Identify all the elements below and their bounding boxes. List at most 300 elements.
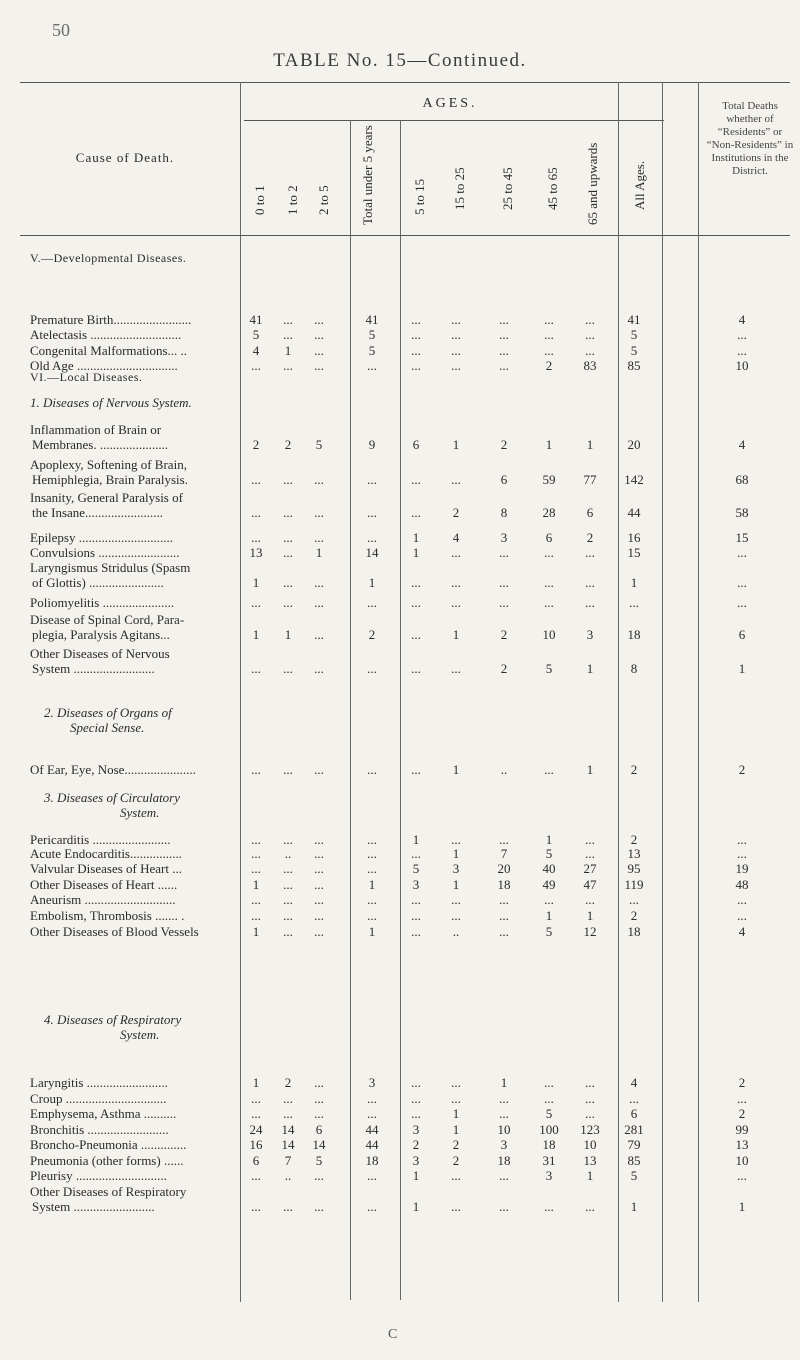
table-cell: 77 xyxy=(583,472,597,487)
table-cell: 1 xyxy=(412,545,420,560)
row-label: Broncho-Pneumonia .............. xyxy=(30,1137,187,1152)
table-cell: ... xyxy=(283,358,293,373)
table-cell: 4 xyxy=(252,343,260,358)
table-cell: ... xyxy=(283,505,293,520)
table-cell: ... xyxy=(283,575,293,590)
table-cell: 95 xyxy=(627,861,641,876)
table-cell: 58 xyxy=(735,505,749,520)
table-cell: ... xyxy=(314,908,324,923)
table-cell: ... xyxy=(499,545,509,560)
table-cell: 20 xyxy=(627,437,641,452)
table-cell: ... xyxy=(499,327,509,342)
table-cell: ... xyxy=(283,861,293,876)
table-cell: 2 xyxy=(630,832,638,847)
table-cell: 3 xyxy=(368,1075,376,1090)
table-cell: ... xyxy=(737,595,747,610)
table-cell: 59 xyxy=(542,472,556,487)
table-cell: ... xyxy=(314,327,324,342)
table-cell: ... xyxy=(367,1106,377,1121)
table-cell: ... xyxy=(367,762,377,777)
row-label: Pericarditis ........................ xyxy=(30,832,171,847)
table-cell: 4 xyxy=(630,1075,638,1090)
table-cell: 1 xyxy=(738,661,746,676)
ages-underline xyxy=(244,120,664,121)
table-cell: ... xyxy=(251,595,261,610)
table-cell: 68 xyxy=(735,472,749,487)
table-cell: ... xyxy=(314,1168,324,1183)
column-rule xyxy=(698,82,699,1302)
table-cell: 2 xyxy=(452,1153,460,1168)
table-cell: 4 xyxy=(738,924,746,939)
table-cell: ... xyxy=(451,1075,461,1090)
subsection-title: 4. Diseases of Respiratory xyxy=(44,1012,182,1027)
table-cell: ... xyxy=(367,832,377,847)
row-label: Bronchitis ......................... xyxy=(30,1122,169,1137)
table-cell: 10 xyxy=(735,1153,749,1168)
table-cell: 18 xyxy=(365,1153,379,1168)
table-cell: 1 xyxy=(452,1122,460,1137)
table-cell: ... xyxy=(544,892,554,907)
table-cell: 18 xyxy=(542,1137,556,1152)
table-cell: ... xyxy=(314,575,324,590)
row-label: System ......................... xyxy=(32,1199,155,1214)
row-label: Valvular Diseases of Heart ... xyxy=(30,861,182,876)
table-cell: ... xyxy=(451,343,461,358)
table-cell: 85 xyxy=(627,358,641,373)
table-cell: ... xyxy=(499,1106,509,1121)
table-cell: 1 xyxy=(252,575,260,590)
table-cell: 1 xyxy=(368,575,376,590)
table-cell: 8 xyxy=(630,661,638,676)
table-cell: ... xyxy=(585,846,595,861)
table-cell: 44 xyxy=(365,1137,379,1152)
table-cell: 5 xyxy=(545,846,553,861)
table-cell: 5 xyxy=(315,1153,323,1168)
table-cell: 5 xyxy=(630,1168,638,1183)
table-cell: 1 xyxy=(368,877,376,892)
row-label: Old Age ............................... xyxy=(30,358,178,373)
table-cell: 1 xyxy=(545,832,553,847)
row-label: Pleurisy ............................ xyxy=(30,1168,167,1183)
table-cell: ... xyxy=(314,832,324,847)
row-label: Disease of Spinal Cord, Para- xyxy=(30,612,185,627)
table-cell: ... xyxy=(251,846,261,861)
table-cell: ... xyxy=(283,1091,293,1106)
table-cell: 40 xyxy=(542,861,556,876)
row-label: Emphysema, Asthma .......... xyxy=(30,1106,177,1121)
col-header-65-upwards: 65 and upwards xyxy=(585,142,600,225)
table-cell: ... xyxy=(499,832,509,847)
table-cell: ... xyxy=(737,575,747,590)
table-cell: ... xyxy=(411,908,421,923)
table-cell: ... xyxy=(283,327,293,342)
column-rule xyxy=(662,82,663,1302)
table-cell: ... xyxy=(585,312,595,327)
table-cell: 100 xyxy=(539,1122,559,1137)
table-cell: 44 xyxy=(365,1122,379,1137)
section-title: V.—Developmental Diseases. xyxy=(30,251,187,265)
table-cell: 1 xyxy=(452,1106,460,1121)
table-cell: 2 xyxy=(630,908,638,923)
table-cell: ... xyxy=(411,575,421,590)
row-label: Laryngismus Stridulus (Spasm xyxy=(30,560,191,575)
table-cell: ... xyxy=(411,892,421,907)
table-cell: 3 xyxy=(586,627,594,642)
table-cell: ... xyxy=(629,1091,639,1106)
table-cell: .. xyxy=(284,846,292,861)
table-cell: 14 xyxy=(365,545,379,560)
table-cell: 48 xyxy=(735,877,749,892)
table-cell: ... xyxy=(585,595,595,610)
table-cell: ... xyxy=(283,832,293,847)
table-cell: ... xyxy=(544,595,554,610)
table-cell: 15 xyxy=(627,545,641,560)
table-cell: ... xyxy=(367,861,377,876)
table-cell: ... xyxy=(314,627,324,642)
table-cell: 99 xyxy=(735,1122,749,1137)
table-cell: 8 xyxy=(500,505,508,520)
table-cell: ... xyxy=(367,1091,377,1106)
table-cell: 2 xyxy=(284,437,292,452)
table-cell: ... xyxy=(585,1091,595,1106)
table-cell: ... xyxy=(737,846,747,861)
table-cell: ... xyxy=(451,575,461,590)
table-cell: ... xyxy=(585,832,595,847)
table-cell: 1 xyxy=(284,343,292,358)
table-cell: 13 xyxy=(249,545,263,560)
table-cell: ... xyxy=(314,661,324,676)
table-cell: 9 xyxy=(368,437,376,452)
table-cell: ... xyxy=(314,877,324,892)
table-cell: ... xyxy=(499,343,509,358)
table-cell: ... xyxy=(283,545,293,560)
table-cell: ... xyxy=(367,530,377,545)
table-cell: ... xyxy=(585,545,595,560)
table-cell: ... xyxy=(411,661,421,676)
table-cell: ... xyxy=(251,832,261,847)
row-label: the Insane........................ xyxy=(32,505,164,520)
table-cell: 1 xyxy=(545,437,553,452)
table-cell: ... xyxy=(585,575,595,590)
table-cell: 13 xyxy=(583,1153,597,1168)
table-cell: ... xyxy=(367,892,377,907)
table-cell: 5 xyxy=(545,661,553,676)
table-cell: ... xyxy=(411,327,421,342)
table-cell: ... xyxy=(251,358,261,373)
table-cell: 20 xyxy=(497,861,511,876)
table-cell: ... xyxy=(251,661,261,676)
table-cell: 3 xyxy=(412,1122,420,1137)
table-cell: 1 xyxy=(452,762,460,777)
table-cell: ... xyxy=(499,358,509,373)
table-cell: ... xyxy=(544,327,554,342)
row-label: Laryngitis ......................... xyxy=(30,1075,168,1090)
table-cell: 2 xyxy=(738,762,746,777)
row-label: Epilepsy ............................. xyxy=(30,530,173,545)
table-cell: ... xyxy=(629,595,639,610)
row-label: Pneumonia (other forms) ...... xyxy=(30,1153,184,1168)
table-cell: ... xyxy=(367,908,377,923)
table-cell: 5 xyxy=(545,924,553,939)
table-cell: ... xyxy=(585,327,595,342)
row-label: Of Ear, Eye, Nose...................... xyxy=(30,762,196,777)
col-header-1-2: 1 to 2 xyxy=(285,185,300,215)
table-cell: 3 xyxy=(452,861,460,876)
table-cell: .. xyxy=(452,924,460,939)
table-cell: 1 xyxy=(412,530,420,545)
table-cell: ... xyxy=(367,1199,377,1214)
table-cell: ... xyxy=(411,627,421,642)
table-cell: 4 xyxy=(738,437,746,452)
subsection-title: 3. Diseases of Circulatory xyxy=(44,790,181,805)
row-label: Apoplexy, Softening of Brain, xyxy=(30,457,187,472)
table-cell: ... xyxy=(251,1091,261,1106)
table-cell: ... xyxy=(367,661,377,676)
table-cell: 2 xyxy=(252,437,260,452)
header-bottom-rule xyxy=(20,235,790,236)
table-cell: ... xyxy=(451,472,461,487)
table-cell: ... xyxy=(499,575,509,590)
table-cell: ... xyxy=(737,1168,747,1183)
table-cell: 281 xyxy=(624,1122,644,1137)
table-cell: 2 xyxy=(368,627,376,642)
row-label: plegia, Paralysis Agitans... xyxy=(32,627,170,642)
row-label: Premature Birth........................ xyxy=(30,312,192,327)
table-cell: 2 xyxy=(452,1137,460,1152)
table-cell: ... xyxy=(451,661,461,676)
col-header-25-45: 25 to 45 xyxy=(500,167,515,210)
table-cell: 1 xyxy=(586,762,594,777)
table-cell: ... xyxy=(411,343,421,358)
table-cell: ... xyxy=(314,343,324,358)
col-header-all-ages: All Ages. xyxy=(632,160,647,210)
table-cell: ... xyxy=(451,1199,461,1214)
table-cell: 2 xyxy=(284,1075,292,1090)
table-cell: ... xyxy=(544,545,554,560)
table-cell: 1 xyxy=(315,545,323,560)
table-cell: ... xyxy=(411,595,421,610)
table-cell: ... xyxy=(499,1199,509,1214)
table-cell: ... xyxy=(314,1199,324,1214)
table-cell: ... xyxy=(737,545,747,560)
table-cell: ... xyxy=(451,358,461,373)
col-header-15-25: 15 to 25 xyxy=(452,167,467,210)
table-cell: 5 xyxy=(412,861,420,876)
table-cell: 7 xyxy=(284,1153,292,1168)
table-cell: ... xyxy=(283,661,293,676)
table-cell: 2 xyxy=(412,1137,420,1152)
table-cell: ... xyxy=(585,1106,595,1121)
table-cell: 6 xyxy=(412,437,420,452)
table-title: TABLE No. 15—Continued. xyxy=(273,50,527,71)
table-cell: 15 xyxy=(735,530,749,545)
row-label: Croup ............................... xyxy=(30,1091,167,1106)
table-cell: 4 xyxy=(738,312,746,327)
col-header-45-65: 45 to 65 xyxy=(545,167,560,210)
row-label: Insanity, General Paralysis of xyxy=(30,490,183,505)
table-cell: ... xyxy=(499,1091,509,1106)
table-cell: 24 xyxy=(249,1122,263,1137)
col-header-total-under-5: Total under 5 years xyxy=(360,125,375,225)
table-cell: 1 xyxy=(412,1199,420,1214)
table-cell: 3 xyxy=(412,877,420,892)
table-cell: ... xyxy=(411,312,421,327)
table-cell: ... xyxy=(251,472,261,487)
table-cell: ... xyxy=(283,1199,293,1214)
table-cell: ... xyxy=(585,1075,595,1090)
table-cell: ... xyxy=(314,924,324,939)
table-cell: ... xyxy=(283,530,293,545)
col-header-2-5: 2 to 5 xyxy=(316,185,331,215)
subsection-title: 2. Diseases of Organs of xyxy=(44,705,172,720)
table-cell: ... xyxy=(544,762,554,777)
row-label: System ......................... xyxy=(32,661,155,676)
table-cell: ... xyxy=(737,1091,747,1106)
table-cell: 5 xyxy=(252,327,260,342)
table-cell: 123 xyxy=(580,1122,600,1137)
table-cell: 14 xyxy=(281,1137,295,1152)
row-label: Other Diseases of Blood Vessels xyxy=(30,924,199,939)
table-cell: 1 xyxy=(252,877,260,892)
table-cell: ... xyxy=(411,1075,421,1090)
table-cell: 2 xyxy=(500,437,508,452)
table-cell: ... xyxy=(451,545,461,560)
table-cell: 1 xyxy=(452,437,460,452)
table-cell: 1 xyxy=(284,627,292,642)
table-cell: ... xyxy=(283,908,293,923)
table-cell: ... xyxy=(314,861,324,876)
table-cell: ... xyxy=(737,327,747,342)
row-label: Convulsions ......................... xyxy=(30,545,180,560)
table-cell: ... xyxy=(314,312,324,327)
table-cell: ... xyxy=(314,530,324,545)
table-cell: 3 xyxy=(545,1168,553,1183)
table-cell: 31 xyxy=(542,1153,556,1168)
table-cell: 10 xyxy=(735,358,749,373)
row-label: Other Diseases of Respiratory xyxy=(30,1184,187,1199)
table-cell: 18 xyxy=(627,924,641,939)
table-cell: ... xyxy=(737,343,747,358)
col-header-0-1: 0 to 1 xyxy=(252,185,267,215)
table-cell: ... xyxy=(367,505,377,520)
table-cell: 41 xyxy=(249,312,263,327)
ages-header: AGES. xyxy=(422,96,478,111)
subsection-title: Special Sense. xyxy=(70,720,145,735)
table-cell: 6 xyxy=(545,530,553,545)
table-cell: 4 xyxy=(452,530,460,545)
table-cell: ... xyxy=(251,505,261,520)
row-label: Acute Endocarditis................ xyxy=(30,846,182,861)
row-label: Congenital Malformations... .. xyxy=(30,343,188,358)
table-cell: 2 xyxy=(452,505,460,520)
col-header-5-15: 5 to 15 xyxy=(412,178,427,215)
table-cell: 18 xyxy=(497,877,511,892)
table-cell: 1 xyxy=(252,627,260,642)
section-title: VI.—Local Diseases. xyxy=(30,370,143,384)
page-number: 50 xyxy=(52,20,70,40)
table-cell: ... xyxy=(451,1168,461,1183)
table-cell: ... xyxy=(451,908,461,923)
table-cell: ... xyxy=(314,1106,324,1121)
table-cell: ... xyxy=(251,1106,261,1121)
row-label: Atelectasis ............................ xyxy=(30,327,182,342)
table-cell: ... xyxy=(737,892,747,907)
cause-of-death-header: Cause of Death. xyxy=(75,150,175,165)
table-cell: ... xyxy=(451,595,461,610)
table-cell: 1 xyxy=(586,661,594,676)
table-cell: 5 xyxy=(368,327,376,342)
total-deaths-header: Total Deaths whether of “Residents” or “Non-Residents” in Institutions in the District. xyxy=(706,100,794,177)
table-cell: 10 xyxy=(497,1122,511,1137)
table-cell: ... xyxy=(367,846,377,861)
table-cell: ... xyxy=(314,505,324,520)
table-cell: 142 xyxy=(624,472,644,487)
table-cell: 1 xyxy=(452,627,460,642)
table-cell: ... xyxy=(367,1168,377,1183)
table-cell: ... xyxy=(283,1106,293,1121)
subsection-title: 1. Diseases of Nervous System. xyxy=(30,395,192,410)
row-label: Embolism, Thrombosis ....... . xyxy=(30,908,185,923)
table-cell: 41 xyxy=(365,312,379,327)
table-cell: 14 xyxy=(281,1122,295,1137)
table-cell: 47 xyxy=(583,877,597,892)
table-cell: ... xyxy=(499,595,509,610)
table-cell: ... xyxy=(283,762,293,777)
table-cell: 41 xyxy=(627,312,641,327)
table-cell: 1 xyxy=(500,1075,508,1090)
table-cell: ... xyxy=(283,312,293,327)
table-cell: ... xyxy=(544,312,554,327)
table-cell: 1 xyxy=(412,1168,420,1183)
table-cell: ... xyxy=(411,846,421,861)
table-cell: 1 xyxy=(545,908,553,923)
table-cell: ... xyxy=(499,312,509,327)
table-cell: 5 xyxy=(368,343,376,358)
table-cell: 10 xyxy=(542,627,556,642)
table-cell: 1 xyxy=(452,877,460,892)
table-cell: ... xyxy=(283,472,293,487)
table-cell: ... xyxy=(544,575,554,590)
table-cell: ... xyxy=(585,1199,595,1214)
table-cell: 1 xyxy=(252,924,260,939)
table-cell: 2 xyxy=(630,762,638,777)
table-cell: 13 xyxy=(735,1137,749,1152)
table-cell: 18 xyxy=(627,627,641,642)
row-label: Poliomyelitis ...................... xyxy=(30,595,175,610)
table-cell: 1 xyxy=(630,575,638,590)
table-cell: 13 xyxy=(627,846,641,861)
table-cell: ... xyxy=(283,892,293,907)
table-cell: ... xyxy=(544,1199,554,1214)
row-label: of Glottis) ....................... xyxy=(32,575,164,590)
table-cell: 79 xyxy=(627,1137,641,1152)
table-cell: 7 xyxy=(500,846,508,861)
table-cell: 6 xyxy=(500,472,508,487)
table-cell: 119 xyxy=(624,877,644,892)
table-cell: ... xyxy=(411,1091,421,1106)
table-cell: ... xyxy=(629,892,639,907)
table-cell: ... xyxy=(314,595,324,610)
table-cell: ... xyxy=(585,343,595,358)
table-cell: ... xyxy=(251,908,261,923)
table-cell: 27 xyxy=(583,861,597,876)
table-cell: ... xyxy=(314,1091,324,1106)
table-cell: ... xyxy=(544,343,554,358)
table-cell: 16 xyxy=(249,1137,263,1152)
table-cell: ... xyxy=(314,358,324,373)
table-cell: 6 xyxy=(586,505,594,520)
table-cell: ... xyxy=(283,595,293,610)
